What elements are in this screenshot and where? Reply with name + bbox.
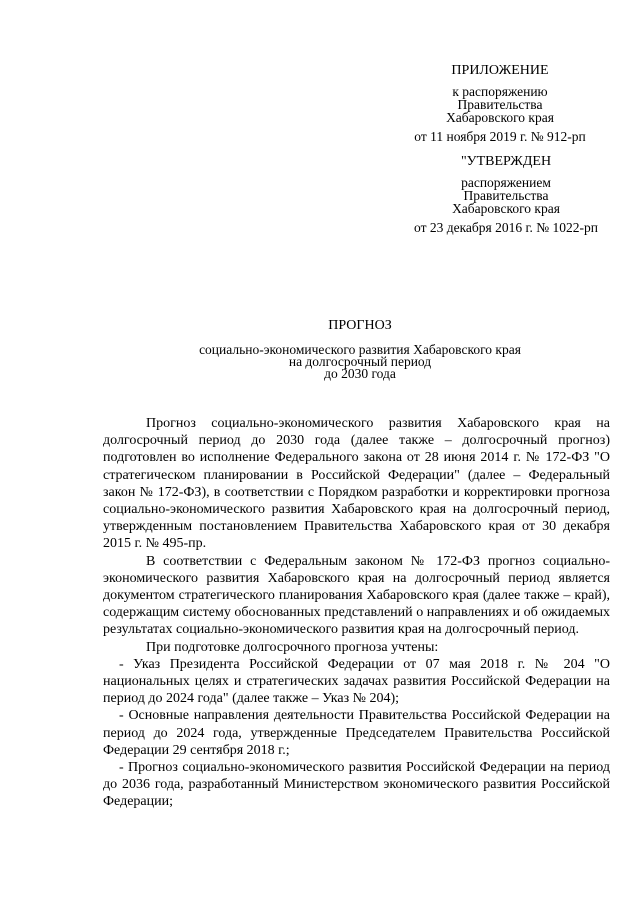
- approved-line: Хабаровского края: [452, 201, 560, 216]
- document-body: [103, 415, 610, 811]
- title-line: социально-экономического развития Хабаровского края: [199, 342, 521, 357]
- appendix-line: к распоряжению: [452, 84, 548, 99]
- paragraph: В соответствии с Федеральным законом № 172-ФЗ прогноз социально-экономического развития Хабаровского края на долгосрочный период является документом стратегического планирования Хабаровского края (далее также – край), содержащим систему обоснованных представлений о направлениях и об ожидаемых результатах социально-экономического развития края на долгосрочный период.: [103, 553, 610, 638]
- list-item: - Основные направления деятельности Правительства Российской Федерации на период до 2024 года, утвержденные Председателем Правительства Российской Федерации 29 сентября 2018 г.;: [103, 708, 610, 758]
- approved-line: распоряжением: [461, 175, 551, 190]
- title-line: на долгосрочный период: [288, 354, 432, 369]
- list-item: - Прогноз социально-экономического развития Российской Федерации на период до 2036 года, разработанный Министерством экономического развития Российской Федерации;: [103, 760, 610, 810]
- document-title: [100, 318, 620, 380]
- title-line: до 2030 года: [324, 366, 396, 381]
- appendix-line: Хабаровского края: [446, 110, 554, 125]
- list-item: - Указ Президента Российской Федерации от 07 мая 2018 г. № 204 "О национальных целях и стратегических задачах развития Российской Федерации на период до 2024 года" (далее также – Указ № 204);: [103, 656, 610, 707]
- approved-line: от 23 декабря 2016 г. № 1022-рп: [414, 220, 598, 235]
- appendix-line: от 11 ноября 2019 г. № 912-рп: [414, 129, 586, 144]
- approved-stamp: [386, 153, 626, 234]
- appendix-heading: ПРИЛОЖЕНИЕ: [451, 63, 549, 78]
- appendix-line: Правительства: [457, 97, 543, 112]
- approved-line: Правительства: [463, 188, 549, 203]
- appendix-stamp: [380, 62, 620, 143]
- title-main: ПРОГНОЗ: [328, 318, 392, 333]
- paragraph: Прогноз социально-экономического развития Хабаровского края на долгосрочный период до 2030 года (далее также – долгосрочный прогноз) подготовлен во исполнение Федерального закона от 28 июня 2014 г. № 172-ФЗ "О стратегическом планировании в Российской Федерации" (далее – Федеральный закон № 172-ФЗ), в соответствии с Порядком разработки и корректировки прогноза социально-экономического развития Хабаровского края на долгосрочный период, утвержденным постановлением Правительства Хабаровского края от 30 декабря 2015 г. № 495-пр.: [103, 416, 610, 552]
- approved-heading: "УТВЕРЖДЕН: [460, 154, 552, 169]
- paragraph: При подготовке долгосрочного прогноза учтены:: [146, 639, 439, 655]
